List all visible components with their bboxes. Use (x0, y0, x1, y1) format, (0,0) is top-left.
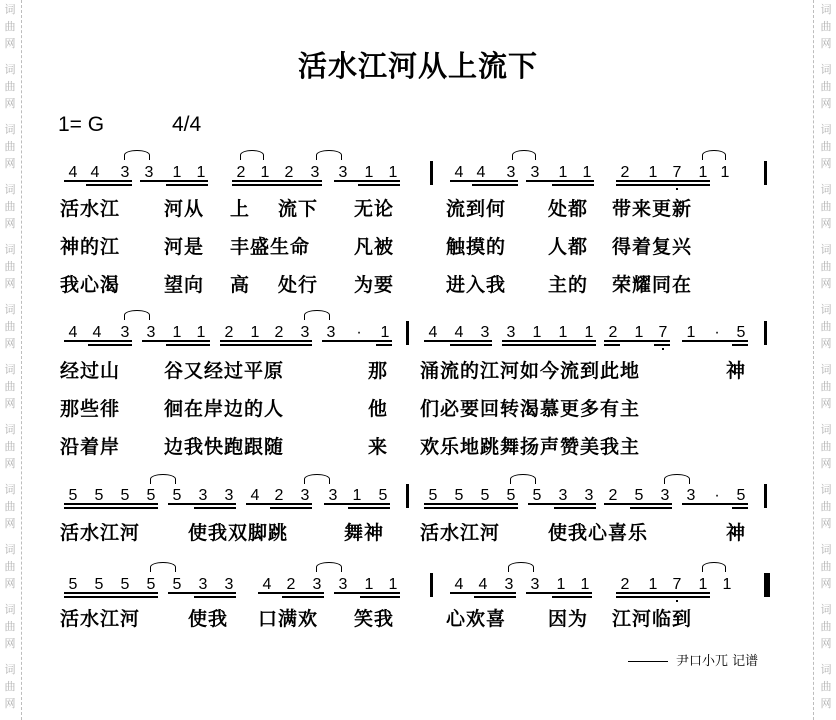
watermark-char: 词 (820, 123, 832, 136)
barline (764, 161, 767, 185)
note: 1 (686, 324, 696, 341)
note: 3 (660, 487, 670, 504)
note: 1 (352, 487, 362, 504)
note: 1 (648, 576, 658, 593)
note: 3 (120, 324, 130, 341)
watermark-char: 网 (4, 37, 16, 50)
note: 1 (722, 576, 732, 593)
watermark-char: 网 (4, 277, 16, 290)
note: 2 (620, 576, 630, 593)
note: 5 (506, 487, 516, 504)
watermark-char: 曲 (4, 680, 16, 693)
note: 7 (658, 324, 668, 341)
note: 3 (584, 487, 594, 504)
note: 3 (146, 324, 156, 341)
note: · (714, 324, 720, 341)
note: 5 (120, 487, 130, 504)
watermark-char: 曲 (4, 320, 16, 333)
note: 4 (454, 324, 464, 341)
watermark-char: 词 (820, 603, 832, 616)
lyric-segment: 荣耀同在 (612, 274, 693, 296)
note: 2 (224, 324, 234, 341)
note: 4 (478, 576, 488, 593)
key-signature: 1= G (58, 113, 105, 136)
final-barline (764, 573, 770, 597)
watermark-char: 曲 (4, 260, 16, 273)
watermark-char: 网 (4, 157, 16, 170)
note: 3 (312, 576, 322, 593)
note: 4 (454, 576, 464, 593)
watermark-char: 网 (4, 577, 16, 590)
lyric-segment: 来 (368, 436, 389, 458)
lyric-segment: 得着复兴 (612, 236, 693, 258)
note: 1 (388, 164, 398, 181)
note: 1 (558, 164, 568, 181)
lyric-segment: 那 (368, 360, 389, 382)
note: 4 (262, 576, 272, 593)
watermark-char: 网 (4, 457, 16, 470)
note: 3 (504, 576, 514, 593)
watermark-char: 曲 (820, 140, 832, 153)
watermark-char: 网 (820, 217, 832, 230)
lyric-segment: 心欢喜 (446, 608, 507, 630)
watermark-char: 曲 (820, 320, 832, 333)
watermark-char: 网 (4, 397, 16, 410)
note: 1 (556, 576, 566, 593)
watermark-char: 词 (4, 663, 16, 676)
watermark-char: 网 (820, 397, 832, 410)
credit-dash (628, 661, 668, 662)
lyric-segment: 边我快跑跟随 (164, 436, 285, 458)
note: 5 (68, 576, 78, 593)
note: 1 (582, 164, 592, 181)
note: 3 (338, 576, 348, 593)
lyric-segment: 经过山 (60, 360, 121, 382)
watermark-char: 曲 (4, 560, 16, 573)
note: 5 (146, 487, 156, 504)
watermark-char: 曲 (820, 500, 832, 513)
note: 5 (172, 487, 182, 504)
watermark-char: 词 (4, 423, 16, 436)
watermark-char: 词 (4, 123, 16, 136)
lyric-segment: 处行 (278, 274, 319, 296)
watermark-char: 词 (820, 183, 832, 196)
lyric-segment: 舞神 (344, 522, 385, 544)
note: 5 (68, 487, 78, 504)
note: 4 (476, 164, 486, 181)
watermark-char: 网 (820, 577, 832, 590)
watermark-char: 词 (820, 543, 832, 556)
lyric-segment: 他 (368, 398, 389, 420)
barline (406, 321, 409, 345)
credit-text: 尹口小兀 记谱 (676, 654, 759, 669)
note: 1 (698, 164, 708, 181)
lyric-segment: 使我双脚跳 (188, 522, 289, 544)
note: 3 (300, 324, 310, 341)
note: 5 (736, 324, 746, 341)
note: 3 (506, 164, 516, 181)
left-watermark-margin (0, 0, 20, 720)
lyric-segment: 凡被 (354, 236, 395, 258)
lyric-segment: 使我心喜乐 (548, 522, 649, 544)
note: 5 (428, 487, 438, 504)
lyric-segment: 我心渴 (60, 274, 121, 296)
note: 1 (172, 164, 182, 181)
watermark-char: 网 (820, 37, 832, 50)
watermark-char: 曲 (4, 620, 16, 633)
watermark-char: 曲 (4, 440, 16, 453)
note: 5 (94, 487, 104, 504)
watermark-char: 网 (4, 337, 16, 350)
barline (406, 484, 409, 508)
note: 2 (274, 487, 284, 504)
watermark-char: 曲 (820, 620, 832, 633)
lyric-segment: 笑我 (354, 608, 395, 630)
note: 7 (672, 576, 682, 593)
barline (764, 484, 767, 508)
lyric-segment: 流到何 (446, 198, 507, 220)
watermark-char: 曲 (820, 260, 832, 273)
watermark-char: 网 (820, 97, 832, 110)
watermark-char: 曲 (820, 80, 832, 93)
watermark-char: 曲 (820, 200, 832, 213)
watermark-char: 曲 (4, 380, 16, 393)
lyric-segment: 谷又经过平原 (164, 360, 285, 382)
note: 2 (608, 487, 618, 504)
note: 1 (584, 324, 594, 341)
note: 1 (260, 164, 270, 181)
note: 3 (530, 576, 540, 593)
barline (764, 321, 767, 345)
watermark-char: 网 (820, 337, 832, 350)
lyric-segment: 望向 (164, 274, 205, 296)
lyric-segment: 活水江河 (60, 522, 141, 544)
note: 4 (68, 164, 78, 181)
note: 1 (532, 324, 542, 341)
note: 5 (120, 576, 130, 593)
watermark-char: 词 (4, 363, 16, 376)
lyric-segment: 流下 (278, 198, 319, 220)
note: 4 (454, 164, 464, 181)
watermark-char: 网 (4, 637, 16, 650)
watermark-char: 曲 (820, 560, 832, 573)
lyric-segment: 上 (230, 198, 251, 220)
note: 3 (224, 487, 234, 504)
lyric-segment: 神 (726, 360, 747, 382)
lyric-segment: 活水江 (60, 198, 121, 220)
watermark-char: 词 (820, 3, 832, 16)
lyric-segment: 那些徘 (60, 398, 121, 420)
note: 5 (480, 487, 490, 504)
note: 4 (90, 164, 100, 181)
note: 1 (648, 164, 658, 181)
watermark-char: 网 (820, 697, 832, 710)
watermark-char: 网 (820, 157, 832, 170)
note: 3 (686, 487, 696, 504)
watermark-char: 词 (820, 303, 832, 316)
note: 2 (274, 324, 284, 341)
watermark-char: 词 (820, 663, 832, 676)
note: 5 (634, 487, 644, 504)
lyric-segment: 为要 (354, 274, 395, 296)
lyric-segment: 沿着岸 (60, 436, 121, 458)
note: 3 (224, 576, 234, 593)
note: 3 (506, 324, 516, 341)
note: 5 (172, 576, 182, 593)
note: 2 (284, 164, 294, 181)
song-title: 活水江河从上流下 (297, 49, 538, 83)
barline (430, 573, 433, 597)
lyric-segment: 进入我 (446, 274, 507, 296)
note: 3 (530, 164, 540, 181)
note: 2 (236, 164, 246, 181)
lyric-segment: 人都 (548, 236, 589, 258)
lyric-segment: 河从 (164, 198, 205, 220)
watermark-char: 词 (4, 3, 16, 16)
lyric-segment: 涌流的江河如今流到此地 (420, 360, 641, 382)
watermark-char: 曲 (4, 200, 16, 213)
transcriber-credit (628, 650, 758, 669)
note: 3 (328, 487, 338, 504)
watermark-char: 曲 (820, 20, 832, 33)
watermark-char: 曲 (820, 380, 832, 393)
note: 1 (196, 324, 206, 341)
lyric-segment: 活水江河 (60, 608, 141, 630)
watermark-char: 词 (820, 63, 832, 76)
barline (430, 161, 433, 185)
watermark-char: 网 (820, 457, 832, 470)
watermark-char: 词 (820, 243, 832, 256)
note: 5 (736, 487, 746, 504)
right-margin-divider (813, 0, 814, 720)
lyric-segment: 活水江河 (420, 522, 501, 544)
note: 1 (388, 576, 398, 593)
lyric-segment: 口满欢 (258, 608, 319, 630)
watermark-char: 词 (4, 303, 16, 316)
note: 1 (196, 164, 206, 181)
note: 1 (698, 576, 708, 593)
note: 3 (558, 487, 568, 504)
note: 7 (672, 164, 682, 181)
watermark-char: 曲 (4, 20, 16, 33)
note: 3 (480, 324, 490, 341)
watermark-char: 词 (4, 483, 16, 496)
watermark-char: 网 (4, 517, 16, 530)
watermark-char: 曲 (4, 500, 16, 513)
note: 4 (92, 324, 102, 341)
note: 1 (634, 324, 644, 341)
watermark-char: 词 (4, 603, 16, 616)
note: 3 (198, 487, 208, 504)
lyric-segment: 无论 (354, 198, 395, 220)
left-margin-divider (21, 0, 22, 720)
lyric-segment: 主的 (548, 274, 589, 296)
watermark-char: 曲 (820, 680, 832, 693)
watermark-char: 曲 (4, 140, 16, 153)
lyric-segment: 们必要回转渴慕更多有主 (420, 398, 641, 420)
lyric-segment: 河是 (164, 236, 205, 258)
watermark-char: 网 (820, 277, 832, 290)
note: 1 (580, 576, 590, 593)
watermark-char: 词 (820, 483, 832, 496)
lyric-segment: 欢乐地跳舞扬声赞美我主 (420, 436, 641, 458)
watermark-char: 词 (820, 363, 832, 376)
watermark-char: 网 (820, 637, 832, 650)
note: · (714, 487, 720, 504)
watermark-char: 网 (820, 517, 832, 530)
watermark-char: 词 (820, 423, 832, 436)
note: 4 (68, 324, 78, 341)
watermark-char: 词 (4, 543, 16, 556)
note: 4 (250, 487, 260, 504)
lyric-segment: 使我 (188, 608, 229, 630)
note: 2 (286, 576, 296, 593)
lyric-segment: 丰盛生命 (230, 236, 311, 258)
note: 2 (608, 324, 618, 341)
lyric-segment: 触摸的 (446, 236, 507, 258)
note: 5 (454, 487, 464, 504)
note: 3 (120, 164, 130, 181)
note: 5 (94, 576, 104, 593)
watermark-char: 词 (4, 63, 16, 76)
watermark-char: 网 (4, 697, 16, 710)
watermark-char: 词 (4, 183, 16, 196)
note: 5 (378, 487, 388, 504)
note: 3 (198, 576, 208, 593)
lyric-segment: 神的江 (60, 236, 121, 258)
note: 3 (310, 164, 320, 181)
note: 3 (144, 164, 154, 181)
note: 3 (338, 164, 348, 181)
watermark-char: 曲 (820, 440, 832, 453)
note: 1 (364, 576, 374, 593)
note: 1 (250, 324, 260, 341)
lyric-segment: 带来更新 (612, 198, 693, 220)
note: 5 (532, 487, 542, 504)
note: 1 (364, 164, 374, 181)
note: 1 (558, 324, 568, 341)
lyric-segment: 神 (726, 522, 747, 544)
time-signature: 4/4 (172, 113, 202, 136)
lyric-segment: 因为 (548, 608, 589, 630)
watermark-char: 网 (4, 217, 16, 230)
lyric-segment: 高 (230, 274, 251, 296)
watermark-char: 词 (4, 243, 16, 256)
note: · (356, 324, 362, 341)
note: 5 (146, 576, 156, 593)
lyric-segment: 江河临到 (612, 608, 693, 630)
note: 1 (172, 324, 182, 341)
note: 1 (380, 324, 390, 341)
right-watermark-margin (812, 0, 832, 720)
note: 3 (300, 487, 310, 504)
watermark-char: 网 (4, 97, 16, 110)
note: 4 (428, 324, 438, 341)
note: 3 (326, 324, 336, 341)
lyric-segment: 处都 (548, 198, 589, 220)
note: 2 (620, 164, 630, 181)
note: 1 (720, 164, 730, 181)
lyric-segment: 徊在岸边的人 (164, 398, 285, 420)
watermark-char: 曲 (4, 80, 16, 93)
